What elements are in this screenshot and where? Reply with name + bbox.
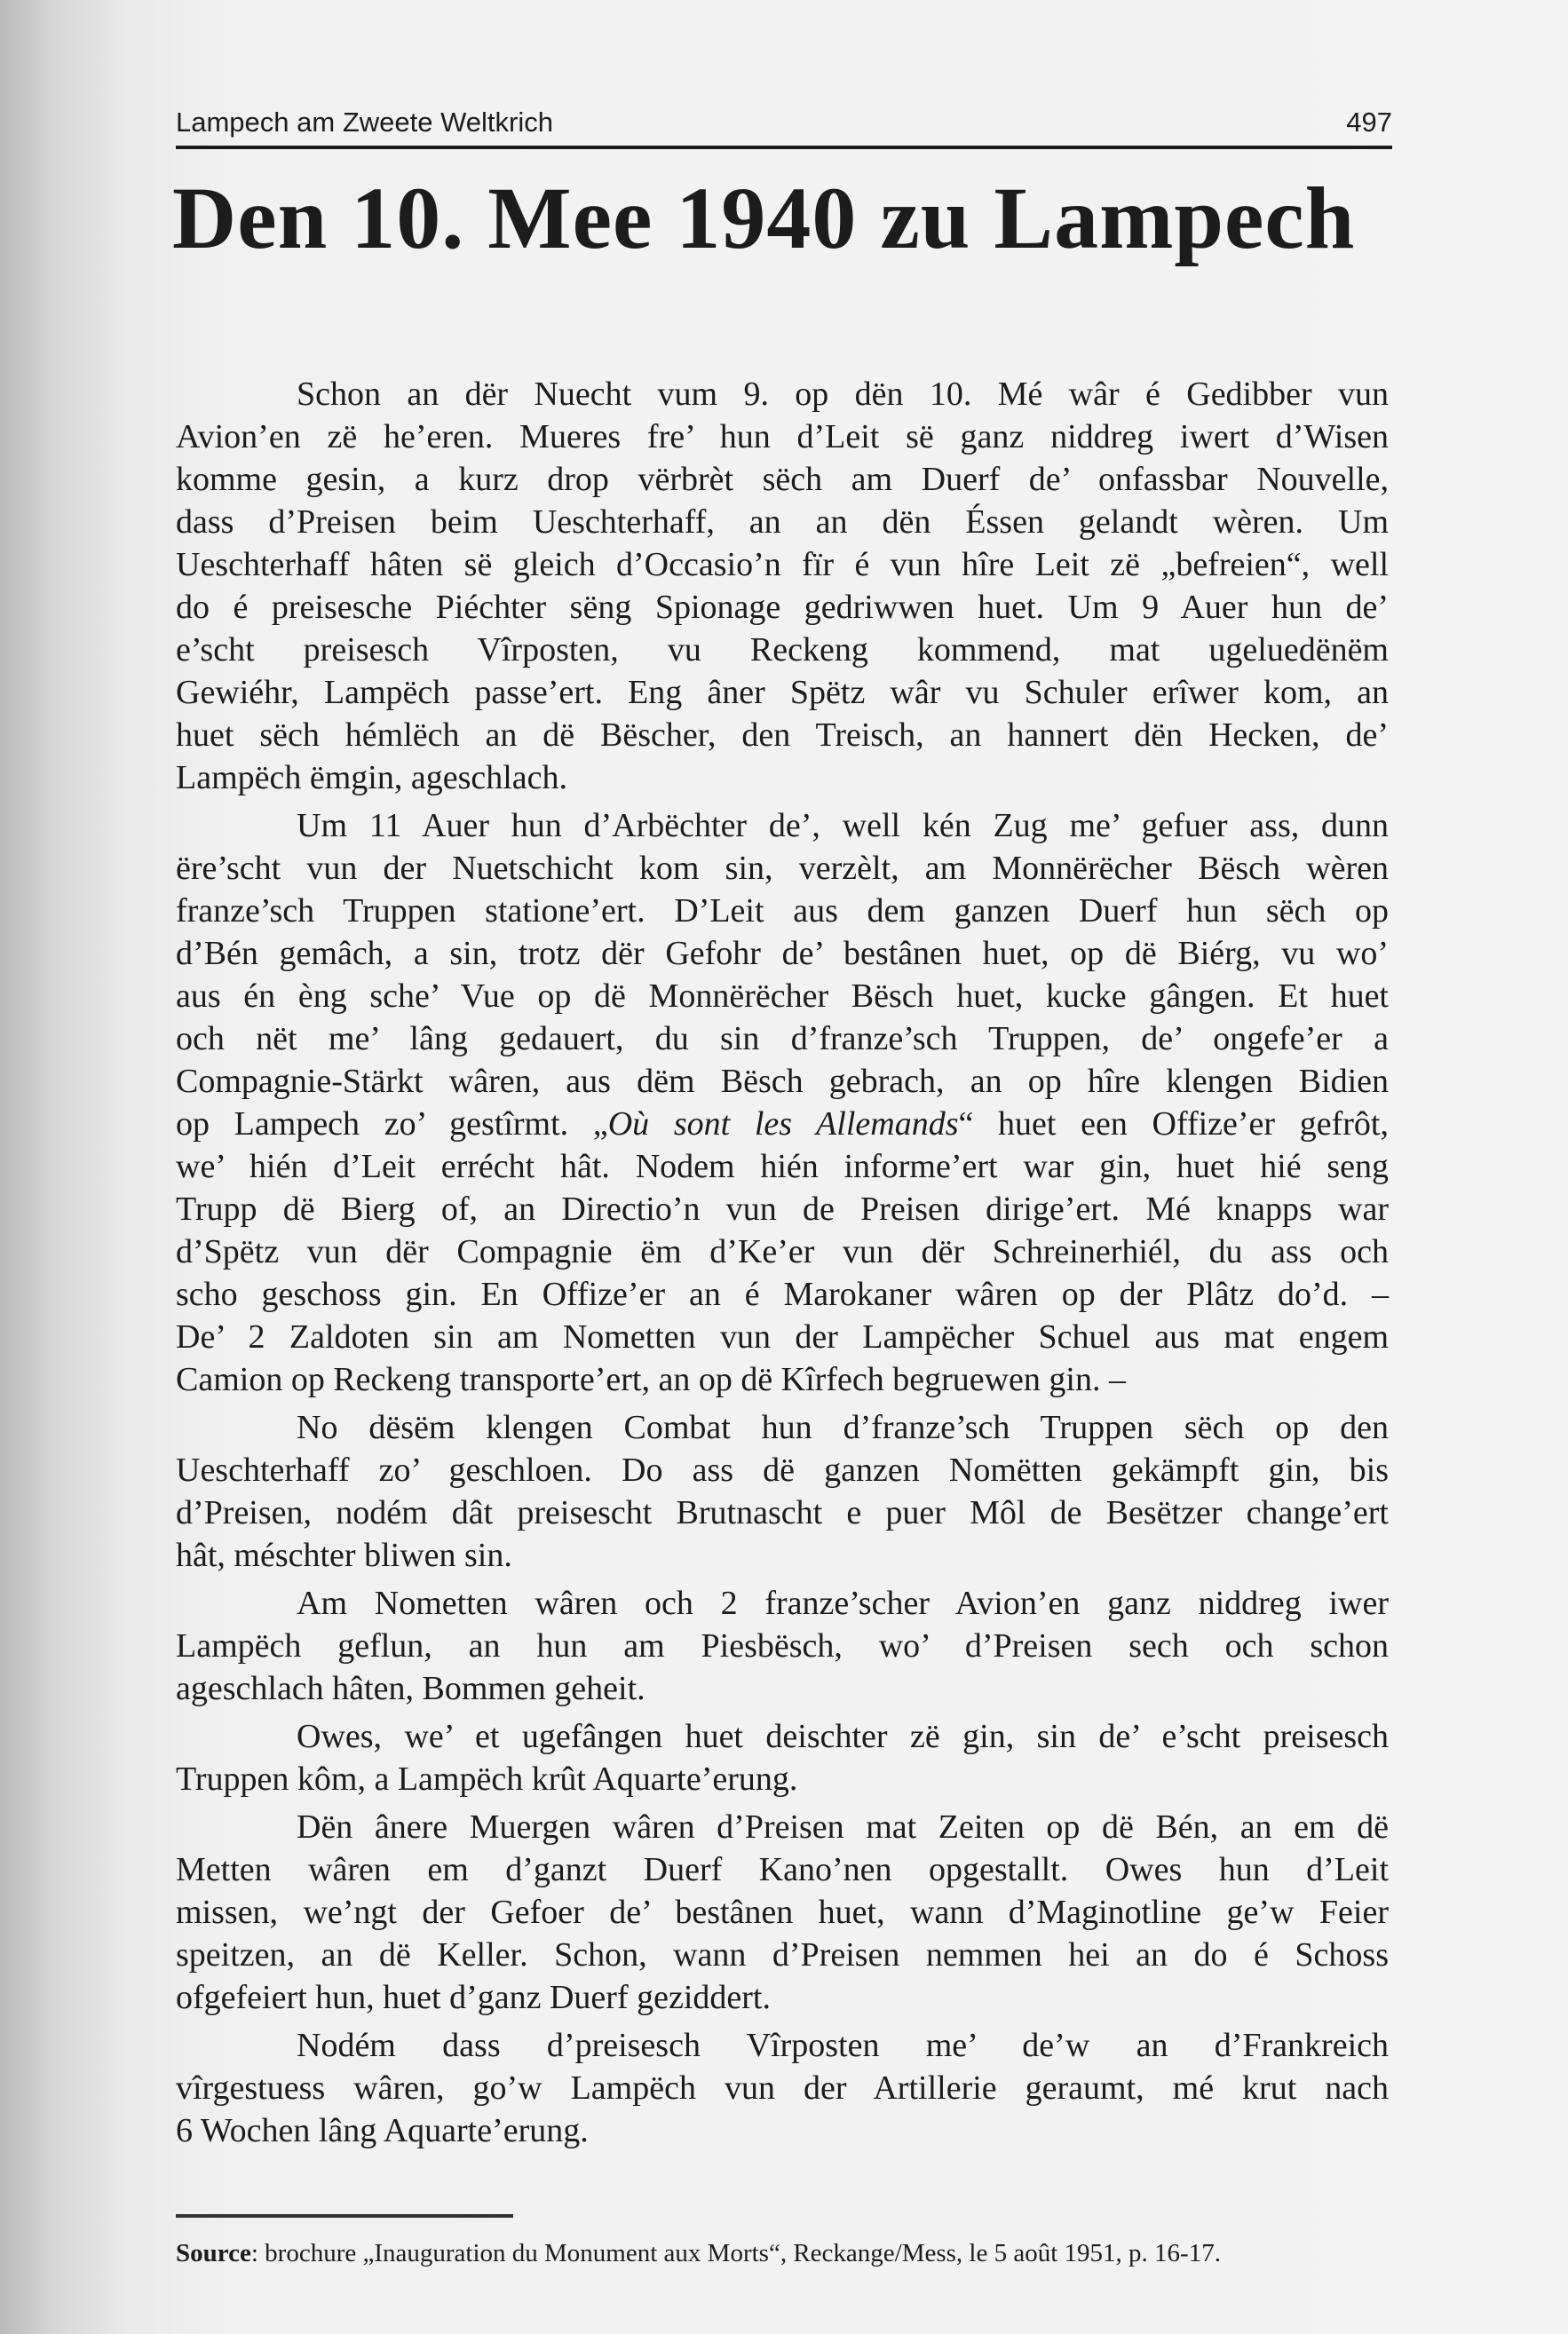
text-line: missen, we’ngt der Gefoer de’ bestânen huet, wann d’Maginotline ge’w Feier — [176, 1894, 1389, 1931]
paragraph — [176, 804, 1389, 1401]
text-line: Ueschterhaff zo’ geschloen. Do ass dë ganzen Nomëtten gekämpft gin, bis — [176, 1452, 1389, 1489]
text-line: Gewiéhr, Lampëch passe’ert. Eng âner Spëtz wâr vu Schuler erîwer kom, an — [176, 674, 1389, 711]
text-line: Lampëch ëmgin, ageschlach. — [176, 759, 568, 796]
text-segment: “ huet een Offize’er gefrôt, — [958, 1105, 1389, 1143]
text-line: d’Preisen, nodém dât preisescht Brutnascht e puer Môl de Besëtzer change’ert — [176, 1494, 1389, 1531]
text-line: 6 Wochen lâng Aquarte’erung. — [176, 2112, 589, 2149]
text-line: Truppen kôm, a Lampëch krût Aquarte’erung. — [176, 1760, 798, 1798]
text-line: ofgefeiert hun, huet d’ganz Duerf geziddert. — [176, 1979, 771, 2016]
text-line — [176, 1103, 1389, 1145]
text-line: No dësëm klengen Combat hun d’franze’sch Truppen sëch op den — [297, 1409, 1389, 1446]
text-line: komme gesin, a kurz drop vërbrèt sëch am Duerf de’ onfassbar Nouvelle, — [176, 461, 1389, 498]
italic-quote: Où sont les Allemands — [607, 1105, 959, 1143]
footnote-divider — [176, 2214, 513, 2218]
paragraph — [176, 1582, 1389, 1710]
text-segment: op Lampech zo’ gestîrmt. „ — [176, 1105, 608, 1143]
source-label: Source — [176, 2239, 251, 2267]
chapter-title: Den 10. Mee 1940 zu Lampech — [172, 169, 1356, 267]
text-line: ëre’scht vun der Nuetschicht kom sin, verzèlt, am Monnërëcher Bësch wèren — [176, 850, 1389, 887]
text-line: Am Nometten wâren och 2 franze’scher Avion’en ganz niddreg iwer — [297, 1585, 1389, 1622]
page-number: 497 — [1346, 107, 1392, 138]
text-line: huet sëch hémlëch an dë Bëscher, den Treisch, an hannert dën Hecken, de’ — [176, 716, 1389, 754]
text-line: Dën ânere Muergen wâren d’Preisen mat Zeiten op dë Bén, an em dë — [297, 1808, 1389, 1846]
paragraph — [176, 1806, 1389, 2019]
text-line: Schon an dër Nuecht vum 9. op dën 10. Mé wâr é Gedibber vun — [297, 376, 1389, 413]
running-header — [176, 99, 1392, 149]
paragraph — [176, 1715, 1389, 1800]
text-line: Ueschterhaff hâten së gleich d’Occasio’n fïr é vun hîre Leit zë „befreien“, well — [176, 546, 1389, 583]
text-line: Trupp dë Bierg of, an Directio’n vun de Preisen dirige’ert. Mé knapps war — [176, 1191, 1389, 1228]
text-line: speitzen, an dë Keller. Schon, wann d’Preisen nemmen hei an do é Schoss — [176, 1936, 1389, 1974]
paragraph — [176, 1406, 1389, 1577]
text-line: we’ hién d’Leit errécht hât. Nodem hién informe’ert war gin, huet hié seng — [176, 1148, 1389, 1185]
text-line: Lampëch geflun, an hun am Piesbësch, wo’ d’Preisen sech och schon — [176, 1627, 1389, 1665]
source-text: : brochure „Inauguration du Monument aux Morts“, Reckange/Mess, le 5 août 1951, p. 16-17. — [250, 2239, 1221, 2267]
paragraph — [176, 373, 1389, 799]
text-line: d’Spëtz vun dër Compagnie ëm d’Ke’er vun dër Schreinerhiél, du ass och — [176, 1233, 1389, 1270]
text-line: Camion op Reckeng transporte’ert, an op dë Kîrfech begruewen gin. – — [176, 1361, 1126, 1398]
text-line: aus én èng sche’ Vue op dë Monnërëcher Bësch huet, kucke gângen. Et huet — [176, 977, 1389, 1015]
text-line: vîrgestuess wâren, go’w Lampëch vun der Artillerie geraumt, mé krut nach — [176, 2069, 1389, 2107]
paragraph — [176, 2024, 1389, 2152]
source-note — [176, 2237, 1221, 2269]
text-line: hât, méschter bliwen sin. — [176, 1537, 512, 1574]
text-line: Owes, we’ et ugefângen huet deischter zë gin, sin de’ e’scht preisesch — [297, 1718, 1389, 1755]
running-title: Lampech am Zweete Weltkrich — [176, 107, 553, 138]
text-line: Um 11 Auer hun d’Arbëchter de’, well kén Zug me’ gefuer ass, dunn — [297, 807, 1389, 844]
text-line: e’scht preisesch Vîrposten, vu Reckeng kommend, mat ugeluedënëm — [176, 631, 1389, 669]
text-line: De’ 2 Zaldoten sin am Nometten vun der Lampëcher Schuel aus mat engem — [176, 1318, 1389, 1356]
text-line: dass d’Preisen beim Ueschterhaff, an an dën Éssen gelandt wèren. Um — [176, 503, 1389, 541]
text-line: Compagnie-Stärkt wâren, aus dëm Bësch gebrach, an op hîre klengen Bidien — [176, 1063, 1389, 1100]
text-line: Metten wâren em d’ganzt Duerf Kano’nen opgestallt. Owes hun d’Leit — [176, 1851, 1389, 1888]
text-line: och nët me’ lâng gedauert, du sin d’franze’sch Truppen, de’ ongefe’er a — [176, 1020, 1389, 1057]
text-line: scho geschoss gin. En Offize’er an é Marokaner wâren op der Plâtz do’d. – — [176, 1276, 1389, 1313]
body-text — [176, 373, 1389, 2157]
text-line: franze’sch Truppen statione’ert. D’Leit aus dem ganzen Duerf hun sëch op — [176, 892, 1389, 930]
text-line: do é preisesche Piéchter sëng Spionage gedriwwen huet. Um 9 Auer hun de’ — [176, 589, 1389, 626]
text-line: Nodém dass d’preisesch Vîrposten me’ de’w an d’Frankreich — [297, 2027, 1389, 2064]
text-line: ageschlach hâten, Bommen geheit. — [176, 1670, 645, 1707]
text-line: Avion’en zë he’eren. Mueres fre’ hun d’Leit së ganz niddreg iwert d’Wisen — [176, 418, 1389, 455]
text-line: d’Bén gemâch, a sin, trotz dër Gefohr de’ bestânen huet, op dë Biérg, vu wo’ — [176, 935, 1389, 972]
